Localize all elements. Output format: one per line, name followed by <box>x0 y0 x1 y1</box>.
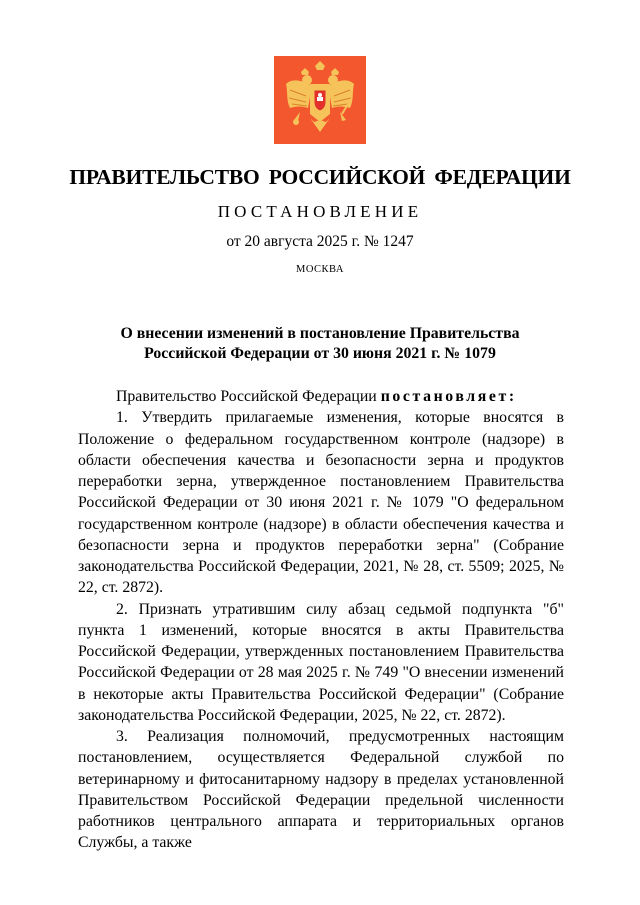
preamble-text: Правительство Российской Федерации <box>116 388 381 405</box>
government-title: ПРАВИТЕЛЬСТВО РОССИЙСКОЙ ФЕДЕРАЦИИ <box>69 165 571 189</box>
document-city: МОСКВА <box>296 264 344 275</box>
preamble-paragraph <box>78 386 564 407</box>
subject-line-2: Российской Федерации от 30 июня 2021 г. № 1079 <box>144 345 496 362</box>
coat-of-arms-emblem <box>274 56 366 144</box>
double-headed-eagle-icon <box>274 56 366 144</box>
document-body <box>78 386 564 854</box>
document-type: ПОСТАНОВЛЕНИЕ <box>217 202 423 221</box>
subject-line-1: О внесении изменений в постановление Правительства <box>120 325 520 342</box>
body-paragraph-1: 1. Утвердить прилагаемые изменения, которые вносятся в Положение о федеральном государственном контроле (надзоре) в области обеспечения качества и безопасности зерна и продуктов переработки зерна, утвержденное постановлением Правительства Российской Федерации от 30 июня 2021 г. № 1079 "О федеральном государственном контроле (надзоре) в области обеспечения качества и безопасности зерна и продуктов переработки зерна" (Собрание законодательства Российской Федерации, 2021, № 28, ст. 5509; 2025, № 22, ст. 2872). <box>78 409 564 597</box>
body-paragraph-3: 3. Реализация полномочий, предусмотренных настоящим постановлением, осуществляется Федеральной службой по ветеринарному и фитосанитарному надзору в пределах установленной Правительством Российской Федерации предельной численности работников центрального аппарата и территориальных органов Службы, а также <box>78 728 564 852</box>
body-paragraph-2: 2. Признать утратившим силу абзац седьмой подпункта "б" пункта 1 изменений, которые вносятся в акты Правительства Российской Федерации, утвержденных постановлением Правительства Российской Федерации от 28 мая 2025 г. № 749 "О внесении изменений в некоторые акты Правительства Российской Федерации" (Собрание законодательства Российской Федерации, 2025, № 22, ст. 2872). <box>78 600 564 724</box>
decree-word: постановляет: <box>380 388 517 405</box>
document-date-number: от 20 августа 2025 г. № 1247 <box>226 233 414 250</box>
document-subject <box>0 324 640 364</box>
